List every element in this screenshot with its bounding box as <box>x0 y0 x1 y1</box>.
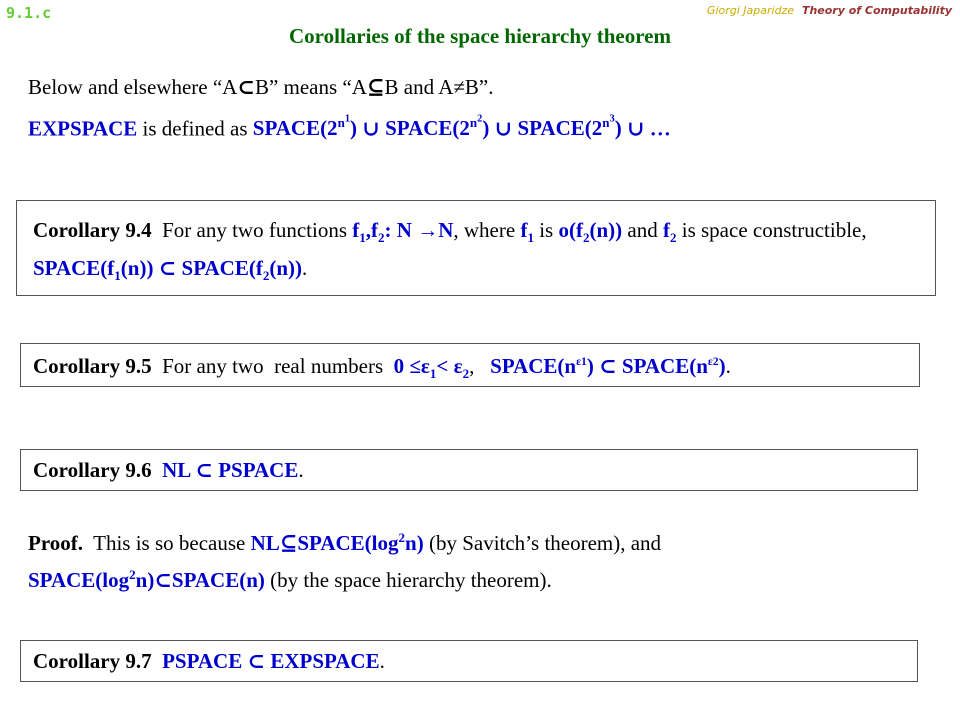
page-title: Corollaries of the space hierarchy theorem <box>289 24 671 48</box>
corollary-9-7-box <box>20 640 918 682</box>
corollary-9-7-text: Corollary 9.7 PSPACE ⊂ EXPSPACE. <box>33 649 385 673</box>
slide-number: 9.1.c <box>6 4 52 22</box>
corollary-9-4-text: Corollary 9.4 For any two functions $f_1,f_2$: N →N, where $f_1$ is $o(f_2(n))$ and $f_2$ is space constructible, $SPACE(f_1(n))$ ⊂ $SPACE(f_2(n))$. <box>33 218 867 284</box>
corollary-9-5-box <box>20 343 920 387</box>
intro-line-1: Below and elsewhere “A⊂B” means “A⊆B and A≠B”. <box>28 75 494 99</box>
course-name: Theory of Computability <box>801 4 952 17</box>
author-name: Giorgi Japaridze <box>706 4 795 17</box>
corollary-9-6-text: Corollary 9.6 NL ⊂ PSPACE. <box>33 458 304 482</box>
intro-line-2: EXPSPACE is defined as $SPACE(2^{n^1})$ ∪ $SPACE(2^{n^2})$ ∪ $SPACE(2^{n^3})$ ∪ … <box>28 114 671 141</box>
proof-text: Proof. This is so because $NL⊆SPACE(\log^2n)$ (by Savitch’s theorem), and $SPACE(\log^2n)\subset SPACE(n)$ (by the space hierarchy theorem). <box>28 530 662 592</box>
corollary-9-5-text: Corollary 9.5 For any two real numbers $0 \le\varepsilon_1< \varepsilon_2$, $SPACE(n^{\varepsilon 1})$ ⊂ $SPACE(n^{\varepsilon 2})$. <box>33 354 731 382</box>
header-credit <box>707 4 952 17</box>
corollary-9-4-box <box>16 200 936 296</box>
corollary-9-6-box <box>20 449 918 491</box>
